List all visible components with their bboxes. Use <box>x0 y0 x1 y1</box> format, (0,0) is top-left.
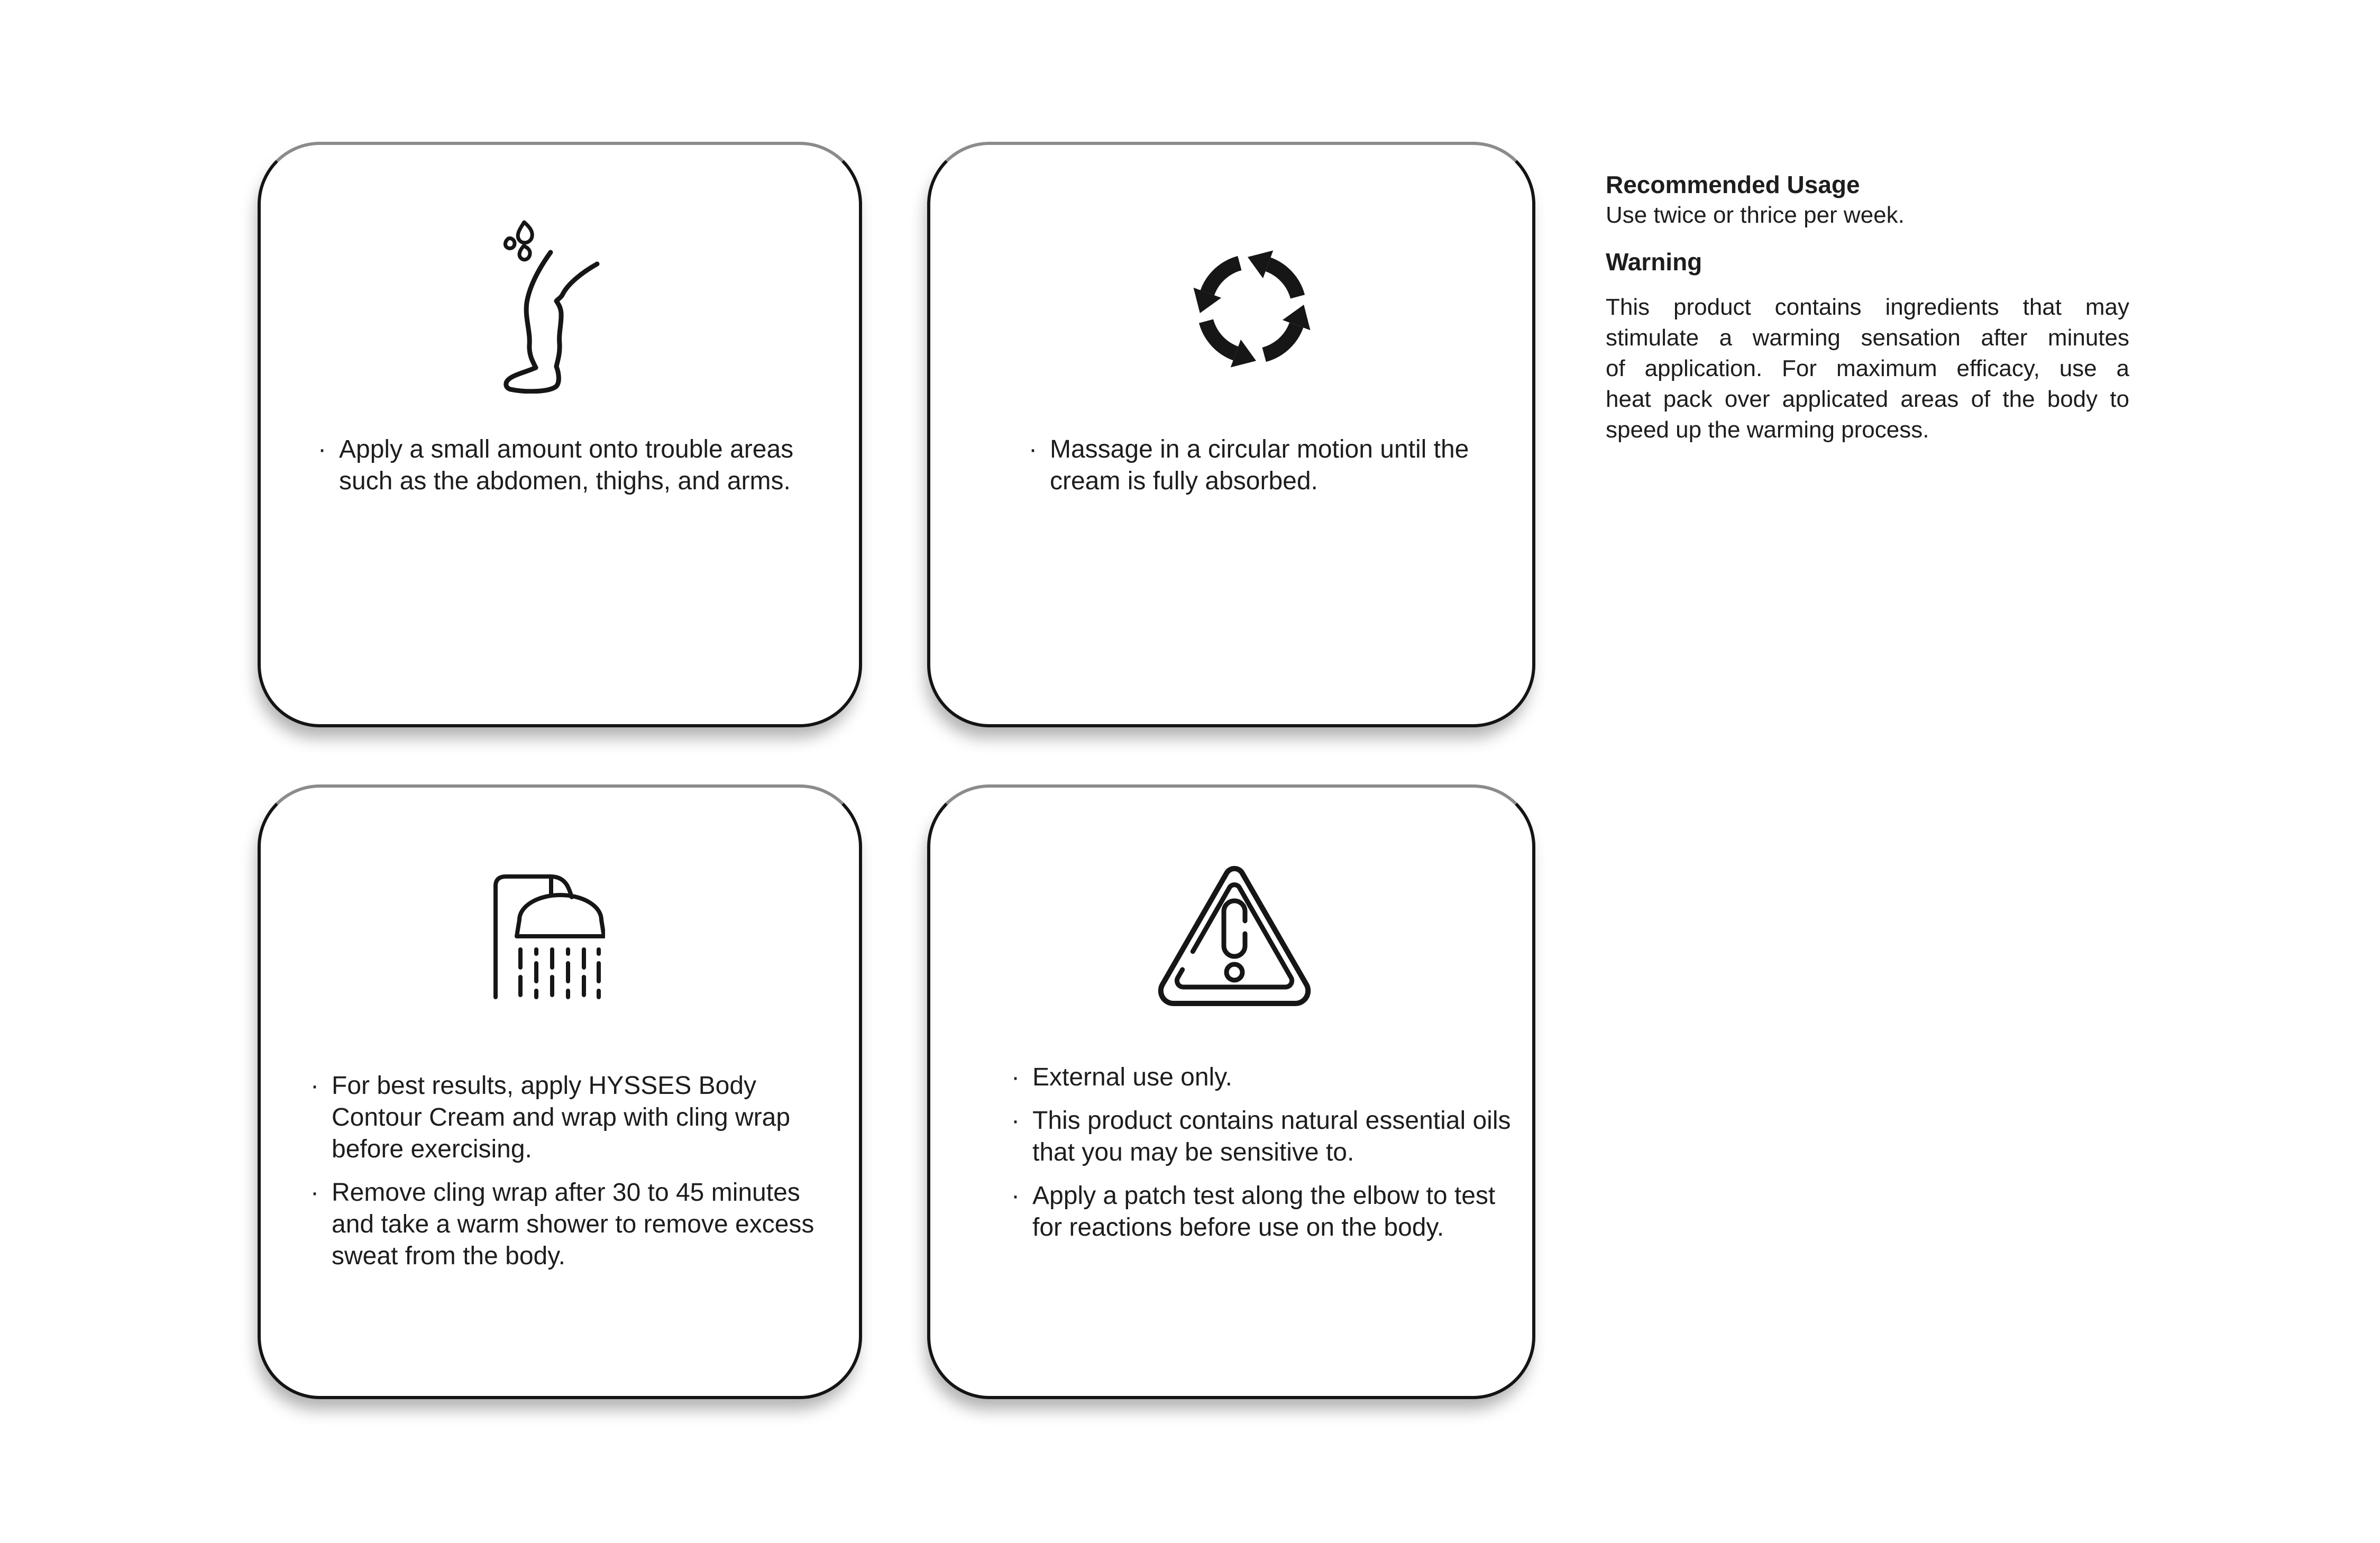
bullet-dot: · <box>1011 1182 1020 1210</box>
list-item <box>1011 1180 1527 1244</box>
card-shower-text <box>310 1070 817 1272</box>
warning-title: Warning <box>1606 248 1702 276</box>
bullet-text: Apply a small amount onto trouble areas such as the abdomen, thighs, and arms. <box>339 435 794 495</box>
bullet-dot: · <box>310 1179 319 1207</box>
warning-line: stimulate a warming sensation after minutes <box>1606 325 2129 351</box>
card-application-areas <box>258 142 862 727</box>
bullet-dot: · <box>318 435 326 463</box>
side-panel <box>1606 169 2129 445</box>
warning-line: This product contains ingredients that may <box>1606 294 2129 320</box>
bullet-text: Massage in a circular motion until the cream is fully absorbed. <box>1050 435 1469 495</box>
card-application-areas-text <box>318 434 821 497</box>
list-item <box>310 1177 817 1272</box>
list-item <box>1011 1062 1527 1093</box>
warning-line: speed up the warming process. <box>1606 417 1929 443</box>
warning-triangle-icon <box>1149 852 1318 1011</box>
warning-body <box>1606 292 2129 445</box>
recommended-usage-body: Use twice or thrice per week. <box>1606 202 1905 228</box>
card-precautions <box>927 784 1535 1399</box>
bullet-dot: · <box>310 1072 319 1100</box>
card-precautions-text <box>1011 1062 1527 1244</box>
bullet-text: Remove cling wrap after 30 to 45 minutes and take a warm shower to remove excess sweat from the body. <box>332 1179 814 1270</box>
card-massage <box>927 142 1535 727</box>
warning-line: of application. For maximum efficacy, use a <box>1606 355 2129 381</box>
card-shower <box>258 784 862 1399</box>
bullet-text: External use only. <box>1032 1063 1232 1091</box>
list-item <box>1029 434 1522 497</box>
bullet-dot: · <box>1011 1063 1020 1091</box>
bullet-dot: · <box>1029 435 1037 463</box>
bullet-text: For best results, apply HYSSES Body Contour Cream and wrap with cling wrap before exercising. <box>332 1072 791 1163</box>
list-item <box>310 1070 817 1165</box>
sweating-leg-icon <box>503 219 601 396</box>
list-item <box>1011 1105 1527 1168</box>
shower-head-icon <box>491 872 605 1002</box>
card-massage-text <box>1029 434 1522 497</box>
bullet-text: This product contains natural essential oils that you may be sensitive to. <box>1032 1107 1511 1166</box>
warning-line: heat pack over applicated areas of the body to <box>1606 386 2129 412</box>
bullet-dot: · <box>1011 1107 1020 1135</box>
list-item <box>318 434 821 497</box>
circular-arrows-icon <box>1185 242 1319 378</box>
recommended-usage-title: Recommended Usage <box>1606 171 1860 198</box>
bullet-text: Apply a patch test along the elbow to test for reactions before use on the body. <box>1032 1182 1496 1241</box>
